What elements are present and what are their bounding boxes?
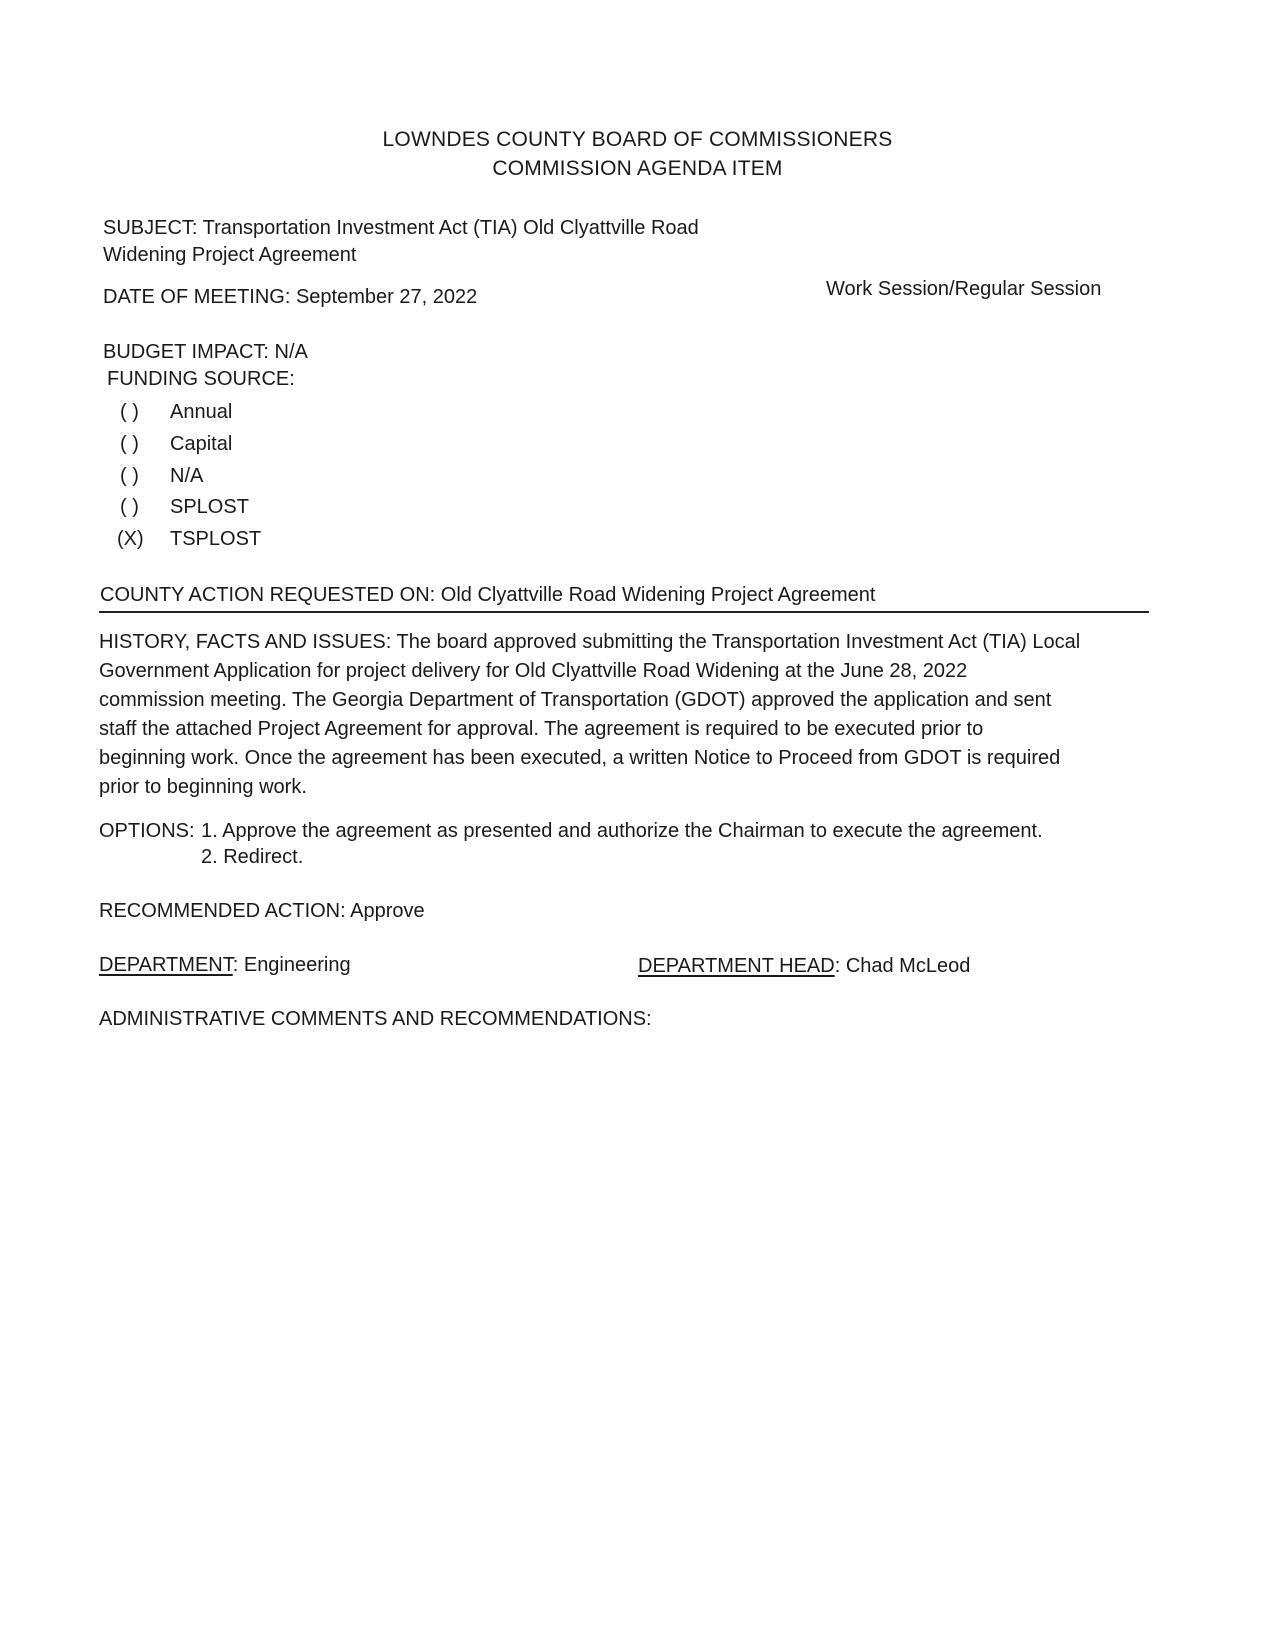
- checkbox-mark: ( ): [120, 496, 139, 518]
- department: [99, 954, 351, 977]
- funding-option-capital: [120, 433, 232, 456]
- funding-option-annual: [120, 401, 232, 424]
- session-type: Work Session/Regular Session: [826, 278, 1102, 300]
- department-head: [638, 955, 970, 978]
- subject-line-2: Widening Project Agreement: [103, 244, 357, 266]
- meeting-date: DATE OF MEETING: September 27, 2022: [103, 286, 478, 308]
- funding-source-label: FUNDING SOURCE:: [107, 368, 295, 390]
- document-title: LOWNDES COUNTY BOARD OF COMMISSIONERS: [382, 128, 893, 151]
- administrative-comments-label: ADMINISTRATIVE COMMENTS AND RECOMMENDATIONS:: [99, 1008, 652, 1030]
- option-1: 1. Approve the agreement as presented and authorize the Chairman to execute the agreement.: [201, 820, 1043, 842]
- funding-option-label: TSPLOST: [170, 528, 262, 550]
- funding-option-label: N/A: [170, 465, 204, 487]
- funding-option-label: Capital: [170, 433, 233, 455]
- history-line: Government Application for project delivery for Old Clyattville Road Widening at the June 28, 2022: [99, 660, 968, 682]
- department-head-value: : Chad McLeod: [834, 955, 971, 977]
- funding-option-tsplost: [117, 528, 261, 551]
- options-label: OPTIONS:: [99, 820, 195, 842]
- history-line: prior to beginning work.: [99, 776, 307, 798]
- history-facts-issues: [99, 628, 1159, 802]
- recommended-action: RECOMMENDED ACTION: Approve: [99, 900, 425, 922]
- history-line: HISTORY, FACTS AND ISSUES: The board approved submitting the Transportation Investment Act (TIA) Local: [99, 631, 1081, 653]
- section-divider: [99, 611, 1149, 613]
- department-value: : Engineering: [232, 954, 351, 976]
- checkbox-mark: ( ): [120, 401, 139, 423]
- document-subtitle: COMMISSION AGENDA ITEM: [492, 157, 783, 180]
- funding-option-splost: [120, 496, 249, 519]
- department-head-label: DEPARTMENT HEAD: [638, 955, 835, 977]
- funding-option-label: Annual: [170, 401, 233, 423]
- county-action-requested: COUNTY ACTION REQUESTED ON: Old Clyattville Road Widening Project Agreement: [100, 584, 876, 606]
- checkbox-mark: ( ): [120, 433, 139, 455]
- department-label: DEPARTMENT: [99, 954, 233, 976]
- funding-option-na: [120, 465, 203, 488]
- checkbox-mark: ( ): [120, 465, 139, 487]
- funding-option-label: SPLOST: [170, 496, 249, 518]
- subject-line-1: SUBJECT: Transportation Investment Act (TIA) Old Clyattville Road: [103, 217, 699, 239]
- history-line: staff the attached Project Agreement for approval. The agreement is required to be executed prior to: [99, 718, 984, 740]
- history-line: commission meeting. The Georgia Department of Transportation (GDOT) approved the application and sent: [99, 689, 1052, 711]
- budget-impact: BUDGET IMPACT: N/A: [103, 341, 308, 363]
- option-2: 2. Redirect.: [201, 846, 304, 868]
- checkbox-mark-checked: (X): [117, 528, 144, 550]
- history-line: beginning work. Once the agreement has been executed, a written Notice to Proceed from GDOT is required: [99, 747, 1061, 769]
